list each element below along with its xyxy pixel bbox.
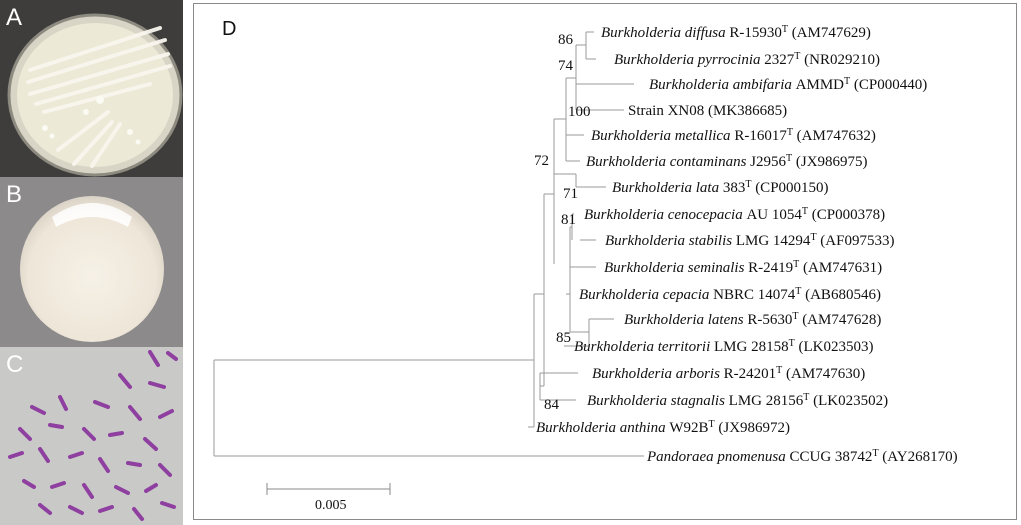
taxon-strain: CCUG 38742 xyxy=(789,449,873,465)
panel-d-phylogenetic-tree xyxy=(193,3,1017,520)
taxon-label xyxy=(574,338,873,356)
taxon-accession: (AM747629) xyxy=(787,25,871,41)
colony-closeup-image xyxy=(0,177,183,347)
panel-letter-d: D xyxy=(222,18,237,40)
panel-a-plate-photo xyxy=(0,0,183,177)
panel-c-micrograph xyxy=(0,347,183,525)
taxon-name: Burkholderia stagnalis xyxy=(587,393,729,409)
taxon-name: Burkholderia cepacia xyxy=(579,287,714,303)
taxon-labels xyxy=(536,24,958,466)
type-strain-marker: T xyxy=(810,231,817,243)
taxon-strain: R-2419 xyxy=(748,260,794,276)
scale-label: 0.005 xyxy=(315,498,347,513)
bootstrap-value: 100 xyxy=(568,104,591,120)
taxon-label xyxy=(536,419,790,437)
taxon-name: Burkholderia seminalis xyxy=(604,260,749,276)
taxon-name: Burkholderia arboris xyxy=(592,366,724,382)
type-strain-marker: T xyxy=(786,152,793,164)
taxon-name: Burkholderia diffusa xyxy=(601,25,730,41)
taxon-strain: LMG 14294 xyxy=(735,233,811,249)
taxon-name: Burkholderia pyrrocinia xyxy=(614,52,765,68)
taxon-strain: R-16017 xyxy=(734,128,787,144)
tree-diagram xyxy=(194,4,1016,519)
taxon-label xyxy=(591,127,876,145)
type-strain-marker: T xyxy=(803,391,810,403)
taxon-name: Pandoraea pnomenusa xyxy=(647,449,790,465)
bootstrap-value: 85 xyxy=(556,330,571,346)
taxon-name: Burkholderia stabilis xyxy=(605,233,736,249)
type-strain-marker: T xyxy=(788,337,795,349)
taxon-name: Burkholderia territorii xyxy=(574,339,714,355)
bootstrap-value: 84 xyxy=(544,397,559,413)
taxon-accession: (LK023503) xyxy=(794,339,874,355)
panel-b-colony-photo xyxy=(0,177,183,347)
taxon-label xyxy=(649,76,927,94)
taxon-label xyxy=(601,24,871,42)
taxon-accession: (CP000378) xyxy=(807,207,886,223)
type-strain-marker: T xyxy=(776,364,783,376)
taxon-name: Burkholderia anthina xyxy=(536,420,670,436)
taxon-accession: (JX986975) xyxy=(792,154,868,170)
type-strain-marker: T xyxy=(781,23,788,35)
type-strain-marker: T xyxy=(745,178,752,190)
taxon-accession: (AM747628) xyxy=(798,312,882,328)
taxon-name: Burkholderia ambifaria xyxy=(649,77,796,93)
taxon-accession: (AM747632) xyxy=(792,128,876,144)
taxon-accession: (LK023502) xyxy=(809,393,889,409)
bootstrap-value: 72 xyxy=(534,153,549,169)
taxon-accession: (NR029210) xyxy=(800,52,880,68)
taxon-strain: NBRC 14074 xyxy=(713,287,796,303)
taxon-strain: AU 1054 xyxy=(746,207,802,223)
taxon-label xyxy=(628,103,787,119)
bootstrap-value: 86 xyxy=(558,32,573,48)
type-strain-marker: T xyxy=(793,258,800,270)
type-strain-marker: T xyxy=(795,285,802,297)
panel-letter-c: C xyxy=(6,351,24,378)
taxon-label xyxy=(592,365,865,383)
type-strain-marker: T xyxy=(794,50,801,62)
type-strain-marker: T xyxy=(792,310,799,322)
taxon-label xyxy=(604,259,882,277)
taxon-strain: J2956 xyxy=(750,154,786,170)
panel-letter-b: B xyxy=(6,181,23,208)
tree-branches xyxy=(214,32,644,456)
taxon-name: Burkholderia lata xyxy=(612,180,723,196)
taxon-accession: (AF097533) xyxy=(816,233,895,249)
taxon-accession: (CP000150) xyxy=(751,180,829,196)
taxon-strain: 383 xyxy=(722,180,746,196)
taxon-name: Burkholderia contaminans xyxy=(586,154,751,170)
taxon-accession: (CP000440) xyxy=(850,77,928,93)
taxon-accession: (AM747630) xyxy=(782,366,866,382)
taxon-label xyxy=(584,206,885,224)
taxon-label xyxy=(624,311,881,329)
taxon-accession: (AB680546) xyxy=(801,287,881,303)
taxon-label xyxy=(586,153,868,171)
gram-stain-image xyxy=(0,347,183,525)
type-strain-marker: T xyxy=(708,418,715,430)
taxon-name: Burkholderia latens xyxy=(624,312,748,328)
taxon-label xyxy=(579,286,881,304)
scale-bar xyxy=(267,483,390,513)
taxon-accession: (JX986972) xyxy=(714,420,791,436)
agar-plate-image xyxy=(0,0,183,177)
taxon-strain: 2327 xyxy=(764,52,795,68)
bootstrap-value: 74 xyxy=(558,58,573,74)
taxon-strain: AMMD xyxy=(795,77,845,93)
taxon-label xyxy=(612,179,829,197)
type-strain-marker: T xyxy=(801,205,808,217)
taxon-name: Burkholderia metallica xyxy=(591,128,735,144)
taxon-name: Burkholderia cenocepacia xyxy=(584,207,747,223)
taxon-strain: Strain XN08 xyxy=(628,103,705,119)
taxon-accession: (AM747631) xyxy=(799,260,883,276)
taxon-accession: (AY268170) xyxy=(878,449,958,465)
type-strain-marker: T xyxy=(844,75,851,87)
taxon-label xyxy=(605,232,894,250)
type-strain-marker: T xyxy=(786,126,793,138)
taxon-strain: LMG 28158 xyxy=(714,339,789,355)
taxon-label xyxy=(614,51,880,69)
bootstrap-value: 81 xyxy=(561,212,576,228)
taxon-strain: W92B xyxy=(669,420,709,436)
taxon-strain: R-5630 xyxy=(747,312,793,328)
taxon-strain: R-15930 xyxy=(729,25,782,41)
bootstrap-values xyxy=(534,32,591,413)
taxon-strain: LMG 28156 xyxy=(728,393,804,409)
panel-letter-a: A xyxy=(6,4,23,31)
taxon-strain: R-24201 xyxy=(723,366,777,382)
taxon-label xyxy=(587,392,888,410)
type-strain-marker: T xyxy=(872,447,879,459)
taxon-label xyxy=(646,448,958,466)
taxon-accession: (MK386685) xyxy=(704,103,788,119)
bootstrap-value: 71 xyxy=(563,186,578,202)
